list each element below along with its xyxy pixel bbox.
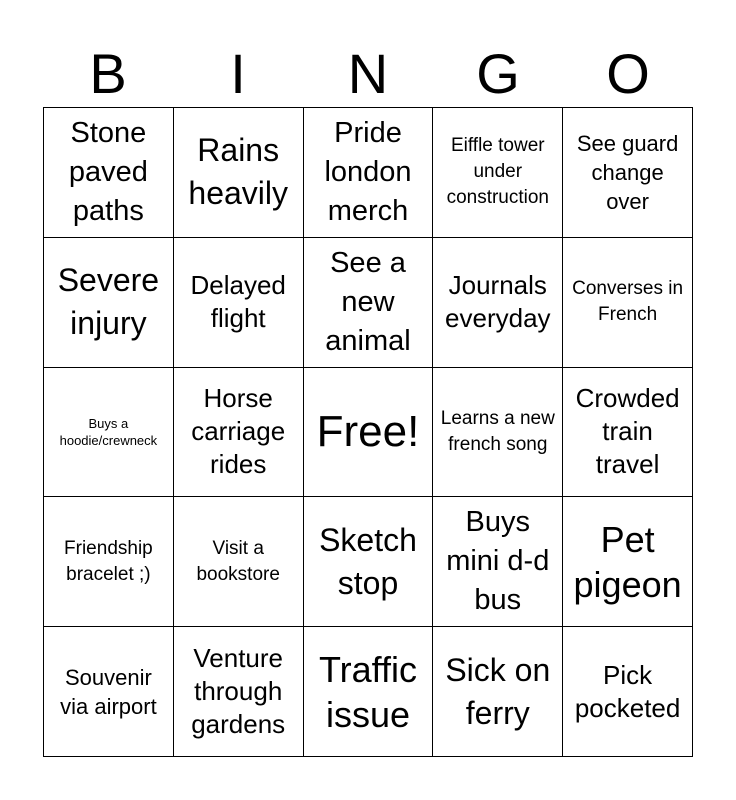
bingo-cell[interactable] [433, 108, 563, 238]
bingo-cell[interactable] [174, 108, 304, 238]
bingo-cell[interactable] [433, 238, 563, 368]
cell-label: Pick pocketed [574, 659, 681, 723]
bingo-cell[interactable] [44, 238, 174, 368]
cell-label: Souvenir via airport [60, 664, 157, 719]
cell-label: Friendship bracelet ;) [64, 537, 153, 585]
cell-label: Converses in French [572, 278, 684, 326]
bingo-cell[interactable] [433, 627, 563, 757]
bingo-cell[interactable] [44, 627, 174, 757]
header-letter-n: N [347, 42, 389, 105]
cell-label: Stone paved paths [68, 116, 148, 227]
cell-label: Journals everyday [445, 270, 551, 334]
cell-label: Sketch stop [319, 521, 417, 601]
cell-label: See a new animal [325, 246, 411, 357]
bingo-cell[interactable] [563, 108, 693, 238]
bingo-cell[interactable] [304, 108, 434, 238]
bingo-header [43, 40, 693, 108]
bingo-cell[interactable] [563, 497, 693, 627]
cell-label: Eiffle tower under construction [446, 135, 550, 209]
cell-label: Crowded train travel [575, 383, 680, 480]
cell-label: Buys a hoodie/crewneck [59, 415, 158, 448]
cell-label: Rains heavily [188, 132, 288, 212]
bingo-cell[interactable] [563, 238, 693, 368]
header-letter-i: I [230, 42, 246, 105]
cell-label: Learns a new french song [440, 407, 555, 455]
bingo-cell[interactable] [563, 627, 693, 757]
bingo-cell[interactable] [174, 627, 304, 757]
bingo-cell[interactable] [44, 497, 174, 627]
cell-label: Sick on ferry [445, 651, 551, 731]
header-letter-o: O [606, 42, 650, 105]
bingo-cell[interactable] [304, 627, 434, 757]
header-letter-b: B [89, 42, 127, 105]
free-space-label: Free! [316, 406, 420, 456]
bingo-cell[interactable] [563, 368, 693, 498]
bingo-cell[interactable] [44, 108, 174, 238]
bingo-cell[interactable] [174, 238, 304, 368]
cell-label: Buys mini d-d bus [446, 506, 550, 617]
cell-label: See guard change over [576, 130, 679, 214]
bingo-cell[interactable] [433, 497, 563, 627]
cell-label: Traffic issue [318, 648, 417, 735]
cell-label: Severe injury [57, 262, 160, 342]
free-space-cell[interactable] [304, 368, 434, 498]
bingo-cell[interactable] [304, 497, 434, 627]
cell-label: Pride london merch [324, 116, 412, 227]
cell-label: Delayed flight [190, 270, 286, 334]
cell-label: Horse carriage rides [191, 383, 286, 480]
cell-label: Visit a bookstore [196, 537, 280, 585]
cell-label: Venture through gardens [191, 643, 286, 740]
bingo-cell[interactable] [433, 368, 563, 498]
bingo-cell[interactable] [44, 368, 174, 498]
bingo-cell[interactable] [174, 497, 304, 627]
bingo-cell[interactable] [174, 368, 304, 498]
bingo-cell[interactable] [304, 238, 434, 368]
bingo-grid [43, 107, 693, 757]
header-letter-g: G [476, 42, 520, 105]
cell-label: Pet pigeon [573, 518, 682, 605]
